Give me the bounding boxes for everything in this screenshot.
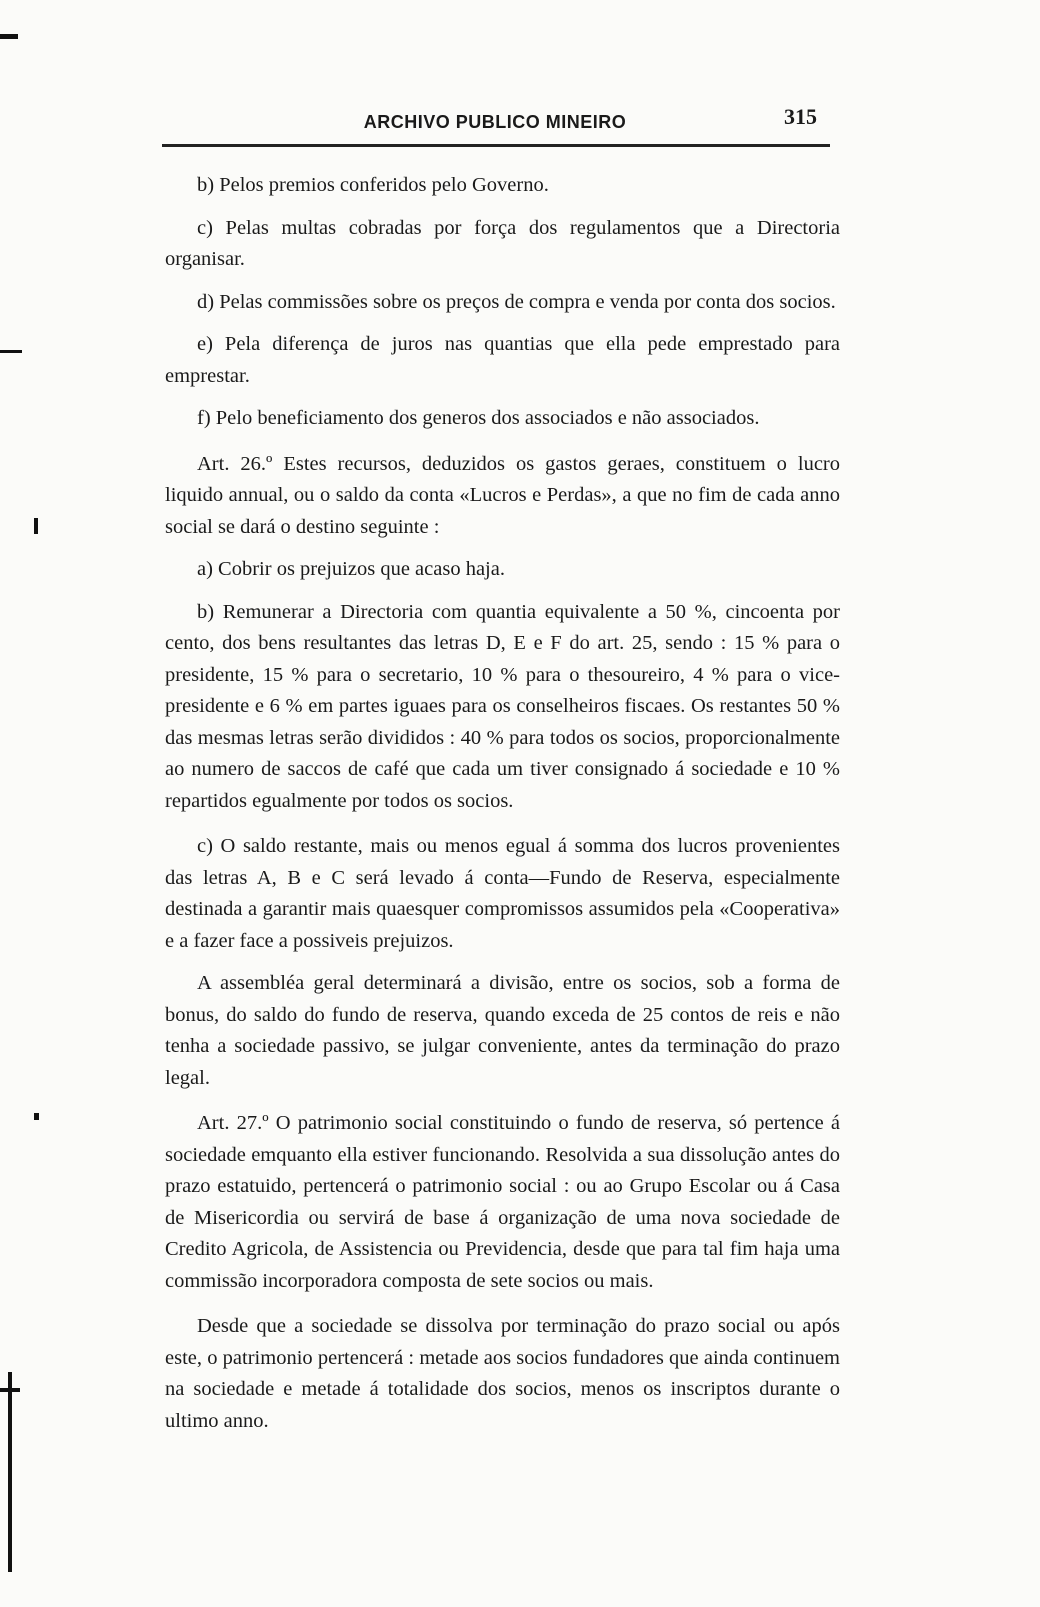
page-header (165, 100, 825, 140)
running-title: ARCHIVO PUBLICO MINEIRO (363, 112, 627, 132)
scan-mark-bracket (8, 1372, 12, 1572)
scan-mark-middle (0, 350, 22, 353)
paragraph-assemblea: A assembléa geral determinará a divisão, entre os socios, sob a forma de bonus, do saldo do fundo de reserva, quando exceda de 25 contos de reis e não tenha a sociedade passivo, se julgar conveniente, antes da terminação do prazo legal. (165, 972, 840, 1089)
scan-mark-dot (34, 1113, 39, 1120)
page-number: 315 (784, 104, 817, 129)
paragraph-c-saldo: c) O saldo restante, mais ou menos egual á somma dos lucros provenientes das letras A, B e C será levado á conta—Fundo de Reserva, especialmente destinada a garantir mais quaesquer compromissos assumidos pela «Cooperativa» e a fazer face a possiveis prejuizos. (165, 835, 840, 952)
paragraph-b-premios: b) Pelos premios conferidos pelo Governo. (197, 174, 549, 196)
paragraph-c-multas: c) Pelas multas cobradas por força dos regulamentos que a Directoria organisar. (165, 216, 840, 270)
paragraph-b-remunerar: b) Remunerar a Directoria com quantia equivalente a 50 %, cincoenta por cento, dos bens resultantes das letras D, E e F do art. 25, sendo : 15 % para o presidente, 15 % para o secretario, 10 % para o thesoureiro, 4 % para o vice-presidente e 6 % em partes iguaes para os conselheiros fiscaes. Os restantes 50 % das mesmas letras serão divididos : 40 % para todos os socios, proporcionalmente ao numero de saccos de café que cada um tiver consignado á sociedade e 10 % repartidos egualmente por todos os socios. (165, 600, 840, 812)
scan-mark-tick (34, 518, 38, 534)
header-rule (162, 144, 830, 147)
paragraph-d-commissoes: d) Pelas commissões sobre os preços de compra e venda por conta dos socios. (197, 290, 836, 313)
scan-mark-top (0, 34, 18, 39)
scan-mark-bracket-top (0, 1388, 20, 1392)
paragraph-a-prejuizos: a) Cobrir os prejuizos que acaso haja. (197, 558, 505, 580)
paragraph-art-26: Art. 26.º Estes recursos, deduzidos os gastos geraes, constituem o lucro liquido annual, ou o saldo da conta «Lucros e Perdas», a que no fim de cada anno social se dará o destino seguinte : (165, 452, 840, 538)
paragraph-f-beneficiamento: f) Pelo beneficiamento dos generos dos associados e não associados. (197, 407, 760, 429)
paragraph-e-juros: e) Pela diferença de juros nas quantias que ella pede emprestado para emprestar. (165, 333, 840, 387)
paragraph-art-27: Art. 27.º O patrimonio social constituindo o fundo de reserva, só pertence á sociedade emquanto ella estiver funcionando. Resolvida a sua dissolução antes do prazo estatuido, pertencerá o patrimonio social : ou ao Grupo Escolar ou á Casa de Misericordia ou servirá de base á organização de uma nova sociedade de Credito Agricola, de Assistencia ou Previdencia, desde que para tal fim haja uma commissão incorporadora composta de sete socios ou mais. (165, 1112, 840, 1292)
paragraph-dissolucao: Desde que a sociedade se dissolva por terminação do prazo social ou após este, o patrimonio pertencerá : metade aos socios fundadores que ainda continuem na sociedade e metade á totalidade dos socios, menos os inscriptos durante o ultimo anno. (165, 1315, 840, 1432)
body-text (165, 170, 840, 1448)
